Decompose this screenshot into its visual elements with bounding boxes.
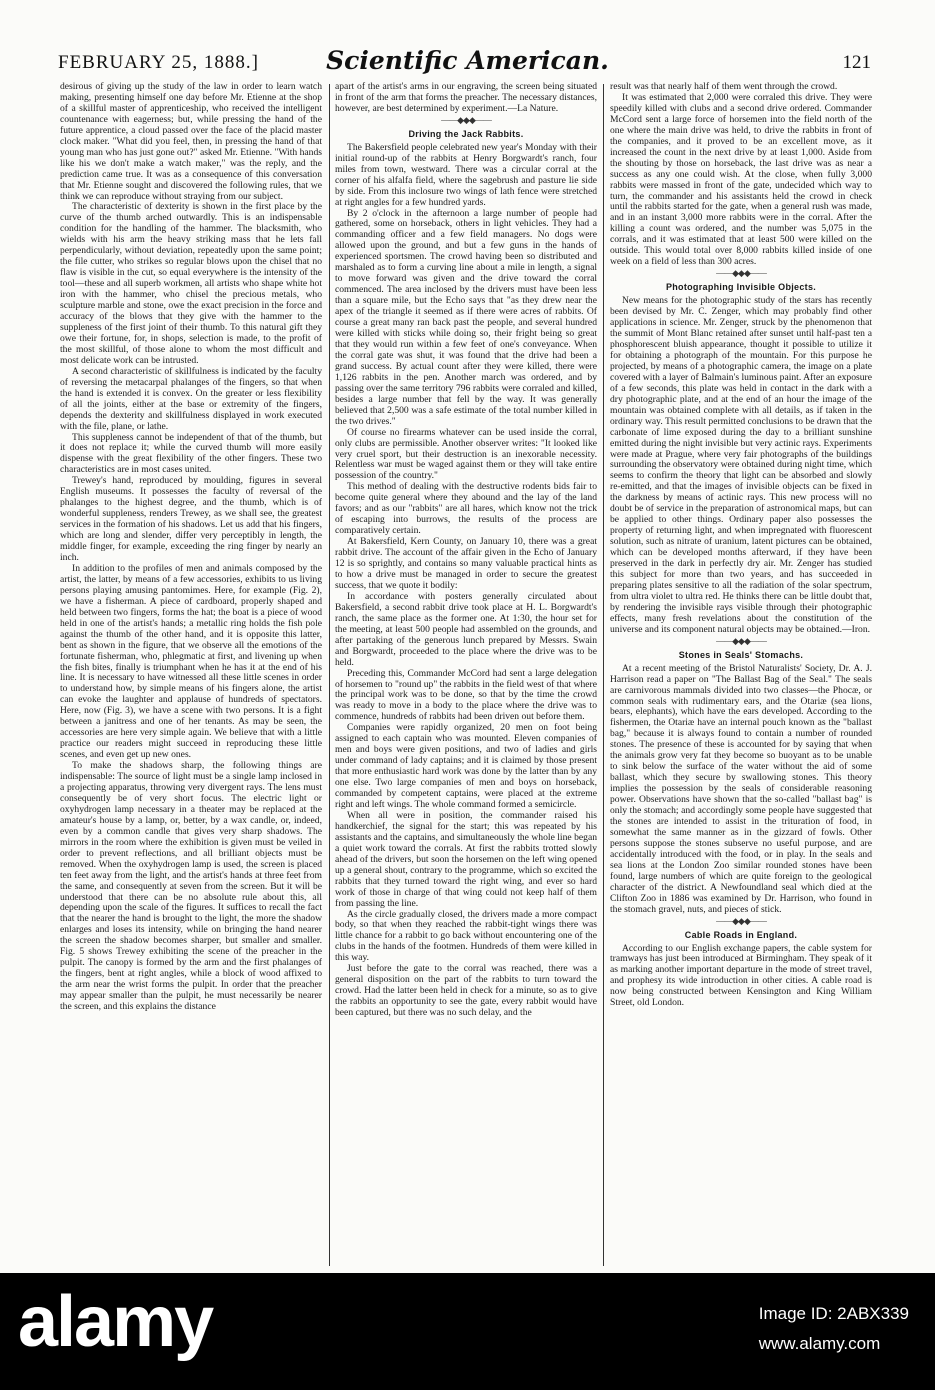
article-heading: Cable Roads in England. xyxy=(684,929,798,940)
column-rule xyxy=(603,84,604,1266)
article-heading: Stones in Seals' Stomachs. xyxy=(678,649,804,660)
paragraph: The characteristic of dexterity is shown in the first place by the curve of the thumb arched outwardly. This is an indispensable condition for the handling of the hammer. The blacksmith, who wields with his arm the heavy striking mass that he lets fall perpendicularly, without deviation, repeatedly upon the same point; the file cutter, who strikes so regular blows upon the chisel that no flaw is visible in the cut, so equal everywhere is the intensity of the tool—these and all superb workmen, all artists who shape white hot iron with the hammer, who chisel the precious metals, who sculpture marble and stone, owe the exact precision in the force and accuracy of the blows that they give with the hammer to the suppleness of the first joint of their thumb. To this natural gift they owe their fortune, for, in shops, selection is made, to the profit of the most skillful, of those alone to whom the most difficult and most delicate work can be intrusted. xyxy=(60,201,322,366)
watermark-banner xyxy=(0,1273,935,1390)
paragraph: The Bakersfield people celebrated new year's Monday with their initial round-up of the rabbits at Henry Borgwardt's ranch, four miles from town, westward. There was a circular corral at the corner of his alfalfa field, where the sagebrush and pasture lie side by side. From this inclosure two wings of lath fence were stretched at right angles for a few hundred yards. xyxy=(335,141,597,208)
paragraph: In addition to the profiles of men and animals composed by the artist, the latter, by means of a few accessories, exhibits to us living persons playing amusing pantomimes. Here, for example (Fig. 2), we have a fisherman. A piece of cardboard, properly shaped and held between two fingers, forms the hat; the boat is a piece of wood held in one of the artist's hands; a metallic ring holds the fish pole against the thumb of the other hand, and it is opposite this latter, bent as shown in the figure, that we observe all the emotions of the fortunate fisherman, who, phlegmatic at first, and livening up when the fish bites, finally is triumphant when he has it at the end of his line. It is necessary to have witnessed all these little scenes in order to understand how, by simple means of his fingers alone, the artist can evoke the laughter and applause of hundreds of spectators. Here, now (Fig. 3), we have a scene with two persons. It is a fight between a janitress and one of her tenants. As may be seen, the accessories are here very simple again. We believe that with a little practice our readers might succeed in reproducing these little scenes, and even get up new ones. xyxy=(60,562,322,761)
paragraph: According to our English exchange papers, the cable system for tramways has just been introduced at Birmingham. They speak of it as marking another important departure in the mode of street travel, and prophesy its wide introduction in other cities. A cable road is now being constructed between Kensington and King William Street, old London. xyxy=(610,942,872,1009)
column-3 xyxy=(610,82,872,1268)
paragraph: apart of the artist's arms in our engraving, the screen being situated in front of the arm that forms the preacher. The necessary distances, however, are best determined by experiment.—La Nature. xyxy=(335,82,597,114)
section-ornament: ——◆◆◆—— xyxy=(716,635,766,646)
paragraph: Just before the gate to the corral was reached, there was a general disposition on the part of the rabbits to turn toward the crowd. Had the latter been held in check for a minute, so as to give the rabbits an opportunity to see the gate, every rabbit would have been captured, but there was no such delay, and the xyxy=(335,963,597,1019)
paragraph: At Bakersfield, Kern County, on January 10, there was a great rabbit drive. The account of the affair given in the Echo of January 12 is so sprightly, and contains so many valuable practical hints as to how a drive must be managed in order to secure the greatest success, that we quote it bodily: xyxy=(335,536,597,591)
page-number: 121 xyxy=(842,52,871,73)
masthead-title: Scientific American. xyxy=(326,46,609,75)
paragraph: By 2 o'clock in the afternoon a large number of people had gathered, some on horseback, others in light vehicles. They had a commanding officer and a few field managers. No dogs were allowed upon the ground, and but a few guns in the hands of experienced sportsmen. The crowd having been so distributed and marshaled as to form a curving line about a mile in length, a signal to move forward was given and the drive toward the corral commenced. The area inclosed by the drivers must have been less than a square mile, but the Echo says that "as they drew near the apex of the triangle it seemed as if there were acres of rabbits. Of course a great many ran back past the people, and several hundred were killed with sticks while doing so, their fright being so great that they would run within a few feet of one's conveyance. When the corral gate was shut, it was found that the drive had been a grand success. By actual count after they were killed, there were 1,126 rabbits in the pen. Another march was ordered, and by passing over the same territory 796 rabbits were corraled and killed, besides a large number that fell by the way. It was generally believed that 2,500 was a safe estimate of the total number killed in the two drives." xyxy=(335,207,597,427)
paragraph: It was estimated that 2,000 were corraled this drive. They were speedily killed with clubs and a second drive ordered. Commander McCord sent a large force of horsemen into the field north of the one where the main drive was held, to drive the rabbits in front of the companies, and it proved to be an excellent move, as it increased the count in the next drive by at least 1,000. Aside from the shouting by those on horseback, the last drive was as near a success as any one could wish. At the close, when fully 3,000 rabbits were massed in front of the gate, undecided which way to turn, the commander and his assistants held the crowd in check until the rabbits started for the gate, when a general rush was made, and in an instant 3,000 more rabbits were in the corral. After the killing a count was ordered, and the number was 5,075 in the corrals, and it was estimated that at least 500 were killed on the outside. This would total over 8,000 rabbits killed inside of one week on a field of less than 300 acres. xyxy=(610,91,872,268)
alamy-logo: alamy xyxy=(18,1282,213,1362)
article-heading: Driving the Jack Rabbits. xyxy=(408,128,524,139)
paragraph: Preceding this, Commander McCord had sent a large delegation of horsemen to "round up" the rabbits in the field west of that where the principal work was to be done, so that by the time the crowd was ready to move in a body to the place where the drive was to commence, hundreds of rabbits had been driven out before them. xyxy=(335,667,597,723)
paragraph: This suppleness cannot be independent of that of the thumb, but it does not replace it; while the curved thumb will more easily dispense with the great flexibility of the other fingers. These two characteristics are in most cases united. xyxy=(60,431,322,476)
paragraph: As the circle gradually closed, the drivers made a more compact body, so that when they reached the rabbit-tight wings there was little chance for a rabbit to go back without encountering one of the clubs in the hands of the footmen. Hundreds of them were killed in this way. xyxy=(335,908,597,964)
paragraph: Of course no firearms whatever can be used inside the corral, only clubs are permissible. Another observer writes: "It looked like very cruel sport, but their destruction is an inexorable necessity. Relentless war must be waged against them or they will take entire possession of the country." xyxy=(335,426,597,482)
site-url: www.alamy.com xyxy=(758,1334,881,1353)
image-id: Image ID: 2ABX339 xyxy=(758,1304,909,1323)
paragraph: Companies were rapidly organized, 20 men on foot being assigned to each captain who was mounted. Eleven companies of men and boys were given positions, and two of ladies and girls under command of lady captains; and it is claimed by those present that more enthusiastic hard work was done by the latter than by any one else. Two large companies of men and boys on horseback, commanded by competent captains, were placed at the extreme right and left wings. The whole command formed a semicircle. xyxy=(335,722,597,810)
column-1 xyxy=(60,82,322,1268)
section-ornament: ——◆◆◆—— xyxy=(716,915,766,926)
paragraph: When all were in position, the commander raised his handkerchief, the signal for the start; this was repeated by his assistants and the captains, and simultaneously the whole line began a quiet work toward the corrals. At first the rabbits trotted slowly ahead of the drivers, but soon the horsemen on the left wing opened up a general shout, contrary to the programme, which so excited the rabbits that they turned toward the right wing, and ever so hard work of those in charge of that wing could not keep half of them from passing the line. xyxy=(335,809,597,909)
section-ornament: ——◆◆◆—— xyxy=(441,114,491,125)
paragraph: To make the shadows sharp, the following things are indispensable: The source of light must be a single lamp inclosed in a projecting apparatus, throwing very divergent rays. The lens must consequently be of very short focus. The electric light or oxyhydrogen lamp necessary in a theater may be replaced at the amateur's house by a lamp, or, better, by a wax candle, or, indeed, even by a common candle that gives very sharp shadows. The mirrors in the room where the exhibition is given must be veiled in order to prevent reflections, and all brilliant objects must be removed. When the oxyhydrogen lamp is used, the screen is placed ten feet away from the light, and the artist's hands at three feet from the same, and consequently at seven from the screen. But it will be understood that there can be no absolute rule about this, all depending upon the scale of the figures. It suffices to recall the fact that the nearer the hand is brought to the light, the more the shadow enlarges and loses its intensity, while on bringing the hand nearer the screen the shadow becomes sharper, but smaller and smaller. Fig. 5 shows Trewey exhibiting the scene of the preacher in the pulpit. The canopy is formed by the arm and the first phalanges of the fingers, bent at right angles, while a block of wood affixed to the arm near the wrist forms the pulpit. In order that the preacher may appear smaller than the pulpit, he must necessarily be nearer the screen, and this explains the distance xyxy=(60,760,322,1013)
issue-date: FEBRUARY 25, 1888.] xyxy=(58,52,259,73)
page-header xyxy=(0,0,935,80)
image-meta xyxy=(759,1299,909,1359)
paragraph: A second characteristic of skillfulness is indicated by the faculty of reversing the metacarpal phalanges of the fingers, so that when the hand is extended it is convex. On the greater or less flexibility of all the joints, either at the base or extremity of the fingers, depends the dexterity and skillfulness displayed in work executed with the file, plane, or lathe. xyxy=(60,365,322,432)
column-2 xyxy=(335,82,597,1268)
article-heading: Photographing Invisible Objects. xyxy=(665,282,817,293)
paragraph: desirous of giving up the study of the law in order to learn watch making, presenting himself one day before Mr. Etienne at the shop of a skillful master of apprenticeship, who received the intelligent countenance with eagerness; but, while pressing the hand of the future apprentice, a cloud passed over the face of the placid master clock maker. "What did you feel, then, in pressing the hand of that young man who has just gone out?" asked Mr. Etienne. "With hands like his we don't make a watch maker," was the reply, and the prediction came true. It was as a consequence of this conversation that Mr. Etienne sought and discovered the following rules, that we think we can reproduce without straying from our subject. xyxy=(60,82,322,202)
paragraph: New means for the photographic study of the stars has recently been devised by Mr. C. Zenger, which may probably find other applications in science. Mr. Zenger, struck by the phenomenon that the summit of Mont Blanc retained after sunset until half-past ten a phosphorescent bluish appearance, thought it possible to utilize it for obtaining a photograph of the mountain. For this purpose he projected, by means of a photographic camera, the image on a plate covered with a layer of Balmain's luminous paint. After an exposure of a few seconds, this plate was held in contact in the dark with a dry photographic plate, and at the end of an hour the image of the mountain was obtained complete with all details, as if taken in the ordinary way. This result permitted conclusions to be drawn that the carbonate of lime exposed during the day to a brilliant sunshine emitted during the night invisible but very actinic rays. Experiments were made at Prague, where very fair photographs of the buildings surrounding the observatory were obtained during night time, which seems to confirm the theory that light can be absorbed and slowly re-emitted, and that the images of invisible objects can be fixed in the darkness by means of actinic rays. This new process will no doubt be of service in the preparation of astronomical maps, but can be applied to other things. Ordinary paper also possesses the property of returning light, and when impregnated with fluorescent solution, such as nitrate of uranium, latent pictures can be obtained, which can be developed months afterward, if they have been preserved in the dark in perfectly dry air. Mr. Zenger has studied this subject for more than two years, and has succeeded in preparing plates sensitive to all the radiation of the solar spectrum, from ultra violet to ultra red. He thinks there can be little doubt that, by rendering the invisible rays visible through their photographic effects, many fresh revelations about the constitution of the universe and its component natural objects may be obtained.—Iron. xyxy=(610,295,872,635)
paragraph: At a recent meeting of the Bristol Naturalists' Society, Dr. A. J. Harrison read a paper on "The Ballast Bag of the Seal." The seals are carnivorous mammals divided into two classes—the Phocæ, or common seals with rudimentary ears, and the Otariæ (sea lions, bears, elephants), which have the ears developed. According to the fishermen, the Otariæ have an internal pouch known as the "ballast bag," because it is always found to contain a number of rounded stones. The presence of these is accounted for by saying that when the animals grow very fat they become so buoyant as to be unable to sink below the surface of the water without the aid of some ballast, which they secure by swallowing stones. This theory implies the possession by the seals of considerable reasoning power. Observations have shown that the so-called "ballast bag" is only the stomach; and accordingly some people have suggested that the stones are intended to assist in the trituration of food, in somewhat the same manner as in the gizzard of fowls. Other persons suppose the stones subserve no useful purpose, and are accidentally introduced with the food, or in play. In the seals and sea lions at the London Zoo similar rounded stones have been found, large numbers of which are quite foreign to the geological character of the district. A Newfoundland seal which died at the Clifton Zoo in 1886 was examined by Dr. Harrison, who found in the stomach gravel, nuts, and pieces of stick. xyxy=(610,662,872,915)
paragraph: This method of dealing with the destructive rodents bids fair to become quite general where they abound and the lay of the land favors; and as our "rabbits" are all hares, which know not the trick of escaping into burrows, the results of the process are comparatively certain. xyxy=(335,481,597,537)
section-ornament: ——◆◆◆—— xyxy=(716,268,766,279)
column-rule xyxy=(329,84,330,1266)
paragraph: result was that nearly half of them went through the crowd. xyxy=(610,82,838,92)
paragraph: In accordance with posters generally circulated about Bakersfield, a second rabbit drive took place at H. L. Borgwardt's ranch, the same place as the former one. At 1:30, the hour set for the meeting, at least 500 people had assembled on the grounds, and after partaking of the generous lunch prepared by Messrs. Swain and Borgwardt, proceeded to the place where the drive was to be held. xyxy=(335,590,597,668)
paragraph: Trewey's hand, reproduced by moulding, figures in several English museums. It possesses the faculty of reversal of the phalanges to the highest degree, and the thumb, which is of wonderful suppleness, renders Trewey, as we shall see, the greatest services in the formation of his shadows. Let us add that his fingers, which are long and slender, differ very perceptibly in length, the middle finger, for example, exceeding the ring finger by nearly an inch. xyxy=(60,475,322,563)
